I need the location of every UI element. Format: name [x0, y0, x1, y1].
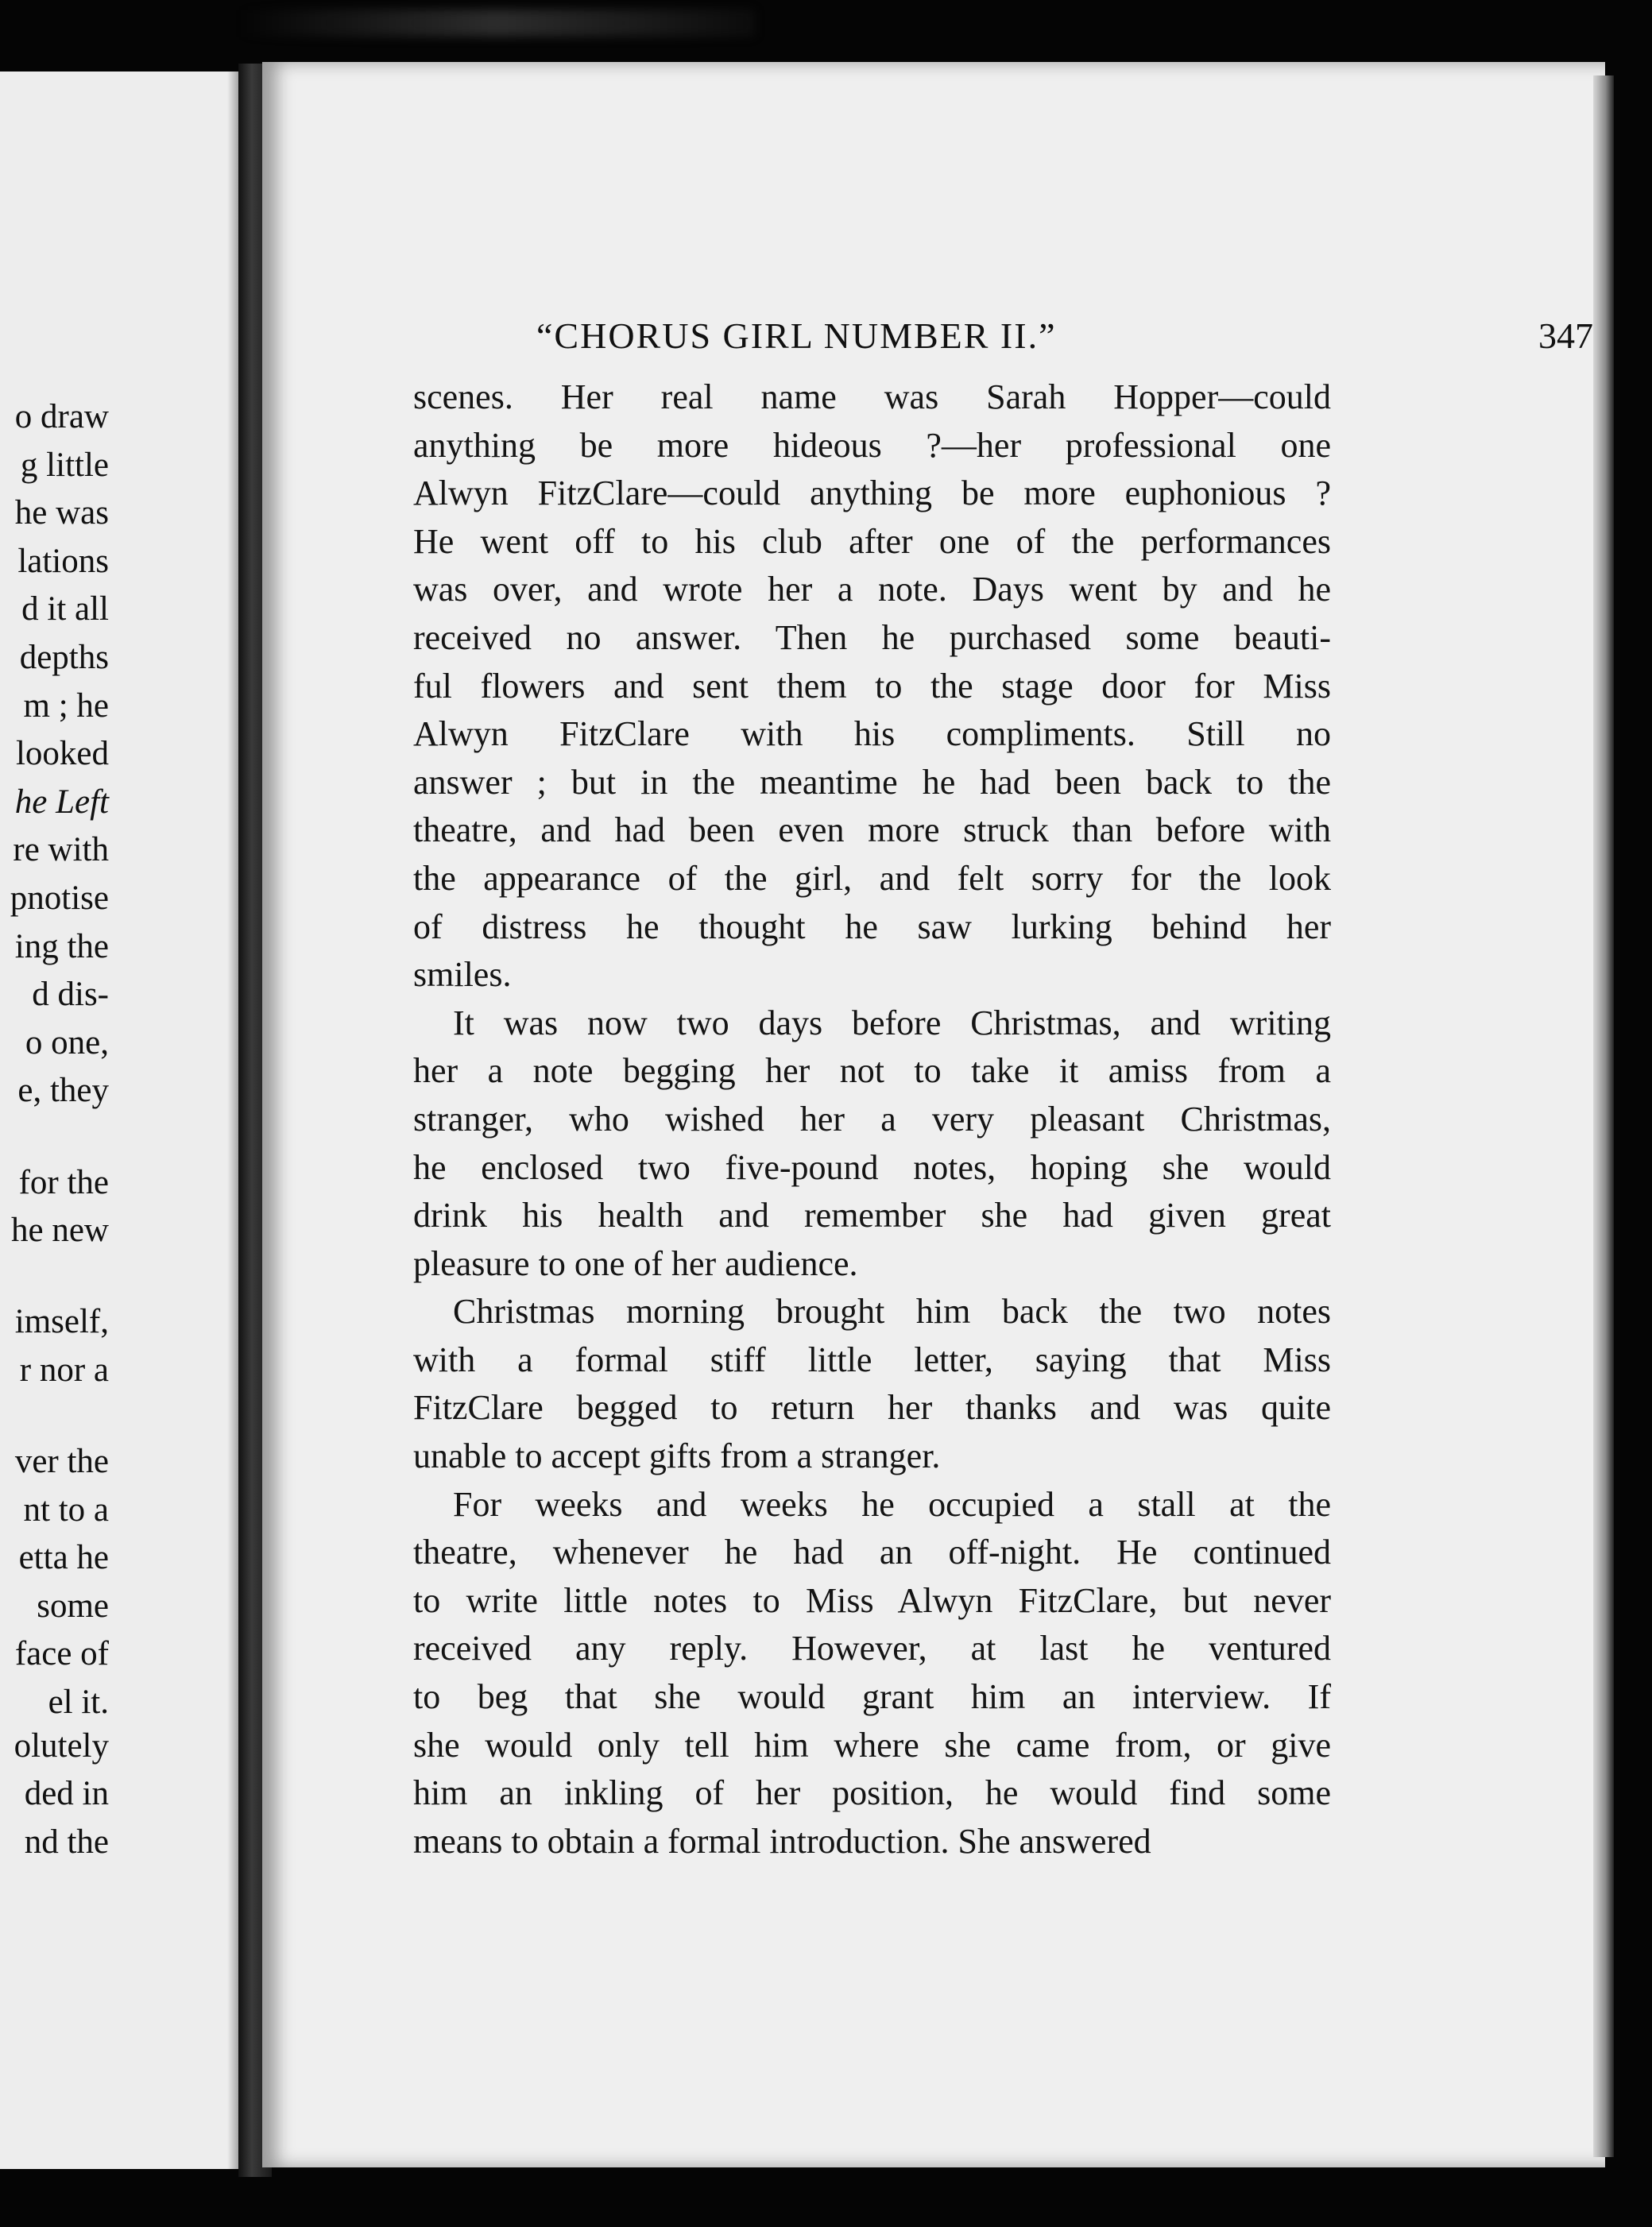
- running-title: “CHORUS GIRL NUMBER II.”: [536, 315, 1057, 356]
- left-page-line: looked: [15, 735, 109, 773]
- text-line: theatre, and had been even more struck than before with: [413, 810, 1331, 850]
- left-page-line: imself,: [14, 1303, 109, 1341]
- text-line: Alwyn FitzClare—could anything be more euphonious ?: [413, 474, 1331, 513]
- text-line: to write little notes to Miss Alwyn FitzClare, but never: [413, 1580, 1331, 1620]
- left-page-line: ded in: [24, 1775, 109, 1813]
- left-page-line: re with: [13, 831, 109, 869]
- text-line: unable to accept gifts from a stranger.: [413, 1436, 941, 1476]
- left-page-line: he new: [11, 1212, 109, 1250]
- text-line: smiles.: [413, 955, 512, 995]
- left-page-line: olutely: [14, 1726, 109, 1765]
- text-line: He went off to his club after one of the performances: [413, 521, 1331, 561]
- text-line: scenes. Her real name was Sarah Hopper—could: [413, 377, 1331, 416]
- paragraph: [413, 1481, 1331, 1866]
- paragraph: [413, 1288, 1331, 1480]
- left-page-line: he Left: [14, 783, 109, 821]
- left-page-line: e, they: [17, 1072, 109, 1110]
- left-page-line: el it.: [48, 1684, 109, 1722]
- left-page-line: nt to a: [23, 1490, 109, 1529]
- left-page-line: r nor a: [19, 1351, 109, 1389]
- right-page: [262, 62, 1605, 2167]
- text-line: ful flowers and sent them to the stage door for Miss: [413, 666, 1331, 706]
- text-line: FitzClare begged to return her thanks and was quite: [413, 1388, 1331, 1428]
- text-line: means to obtain a formal introduction. She answered: [413, 1821, 1151, 1861]
- text-line: received no answer. Then he purchased some beauti-: [413, 617, 1331, 657]
- text-line: to beg that she would grant him an interview. If: [413, 1677, 1331, 1717]
- page-number: 347: [1538, 315, 1593, 356]
- text-line: answer ; but in the meantime he had been back to the: [413, 762, 1331, 802]
- left-page-line: depths: [19, 639, 109, 676]
- text-line: pleasure to one of her audience.: [413, 1243, 858, 1283]
- text-line: he enclosed two five-pound notes, hoping she would: [413, 1147, 1331, 1187]
- left-page-line: d dis-: [32, 976, 109, 1014]
- left-page-line: g little: [20, 446, 109, 484]
- left-page-line: ing the: [14, 927, 109, 965]
- scan-artifact: [238, 10, 755, 37]
- body-text: [413, 373, 1331, 1865]
- left-page-line: he was: [14, 494, 109, 532]
- text-line: Christmas morning brought him back the two notes: [453, 1292, 1331, 1332]
- left-page-line: some: [37, 1587, 109, 1625]
- paragraph: [413, 373, 1331, 999]
- text-line: him an inkling of her position, he would find some: [413, 1773, 1331, 1813]
- left-page-line: m ; he: [23, 686, 109, 725]
- text-line: the appearance of the girl, and felt sorry for the look: [413, 858, 1331, 898]
- text-line: received any reply. However, at last he ventured: [413, 1629, 1331, 1668]
- text-line: she would only tell him where she came from, or give: [413, 1725, 1331, 1765]
- text-line: with a formal stiff little letter, saying that Miss: [413, 1340, 1331, 1379]
- page-edge: [1593, 75, 1614, 2157]
- left-page-line: pnotise: [10, 880, 109, 917]
- text-line: was over, and wrote her a note. Days went by and he: [413, 570, 1331, 609]
- left-page-line: o one,: [25, 1023, 109, 1061]
- left-facing-page: [0, 72, 248, 2169]
- text-line: For weeks and weeks he occupied a stall at the: [453, 1484, 1331, 1524]
- left-page-line: nd the: [24, 1823, 109, 1861]
- left-page-line: etta he: [18, 1539, 109, 1577]
- text-line: drink his health and remember she had given great: [413, 1196, 1331, 1235]
- left-page-line: ver the: [14, 1443, 109, 1481]
- text-line: It was now two days before Christmas, and writing: [453, 1003, 1331, 1042]
- left-page-line: o draw: [14, 398, 109, 435]
- text-line: her a note begging her not to take it amiss from a: [413, 1051, 1331, 1091]
- left-page-line: for the: [18, 1163, 109, 1201]
- text-line: of distress he thought he saw lurking behind her: [413, 907, 1331, 946]
- left-page-line: face of: [14, 1635, 109, 1673]
- left-page-line: lations: [17, 542, 109, 580]
- running-header: [536, 315, 1593, 370]
- text-line: theatre, whenever he had an off-night. He continued: [413, 1533, 1331, 1572]
- text-line: stranger, who wished her a very pleasant Christmas,: [413, 1099, 1331, 1139]
- paragraph: [413, 999, 1331, 1289]
- text-line: anything be more hideous ?—her professional one: [413, 425, 1331, 465]
- left-page-line: d it all: [21, 590, 109, 628]
- text-line: Alwyn FitzClare with his compliments. Still no: [413, 714, 1331, 754]
